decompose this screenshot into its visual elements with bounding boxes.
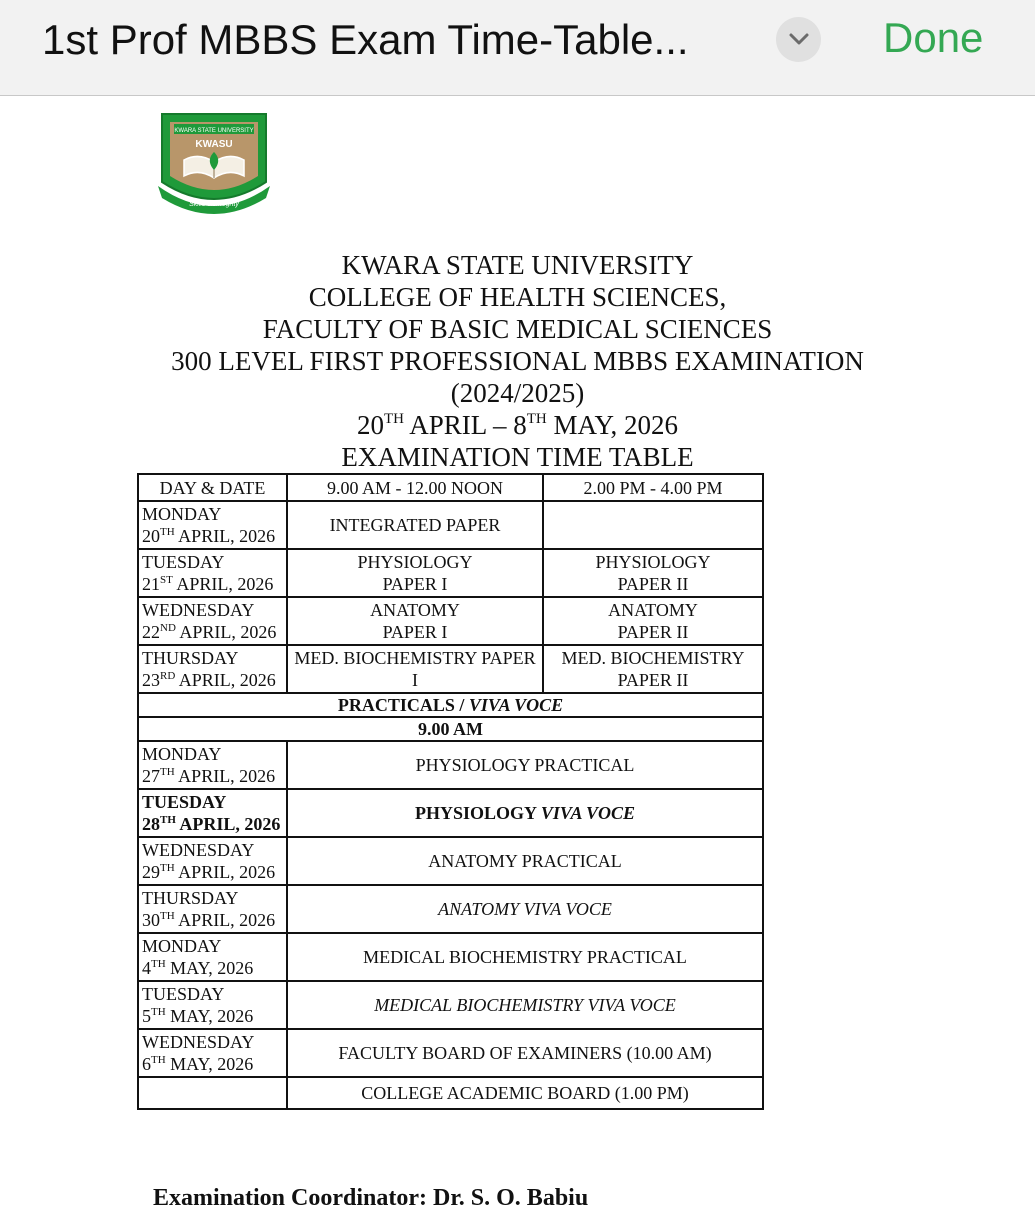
title-menu-button[interactable] — [776, 17, 821, 62]
day-date-cell — [138, 1077, 287, 1109]
svg-text:Skills & Integrity: Skills & Integrity — [189, 201, 239, 208]
table-row — [138, 645, 763, 693]
day-date-cell: WEDNESDAY 29TH APRIL, 2026 — [138, 837, 287, 885]
faculty-name: FACULTY OF BASIC MEDICAL SCIENCES — [262, 314, 773, 344]
day-date-cell: TUESDAY 21ST APRIL, 2026 — [138, 549, 287, 597]
morning-paper: ANATOMY PAPER I — [287, 597, 543, 645]
practicals-time-row — [138, 717, 763, 741]
top-bar — [0, 0, 1035, 96]
table-row — [138, 981, 763, 1029]
done-button[interactable]: Done — [883, 12, 983, 64]
day-date-cell: MONDAY 4TH MAY, 2026 — [138, 933, 287, 981]
university-name: KWARA STATE UNIVERSITY — [341, 250, 694, 280]
document-header — [140, 249, 895, 473]
table-row — [138, 885, 763, 933]
afternoon-paper: ANATOMY PAPER II — [543, 597, 763, 645]
chevron-down-icon — [788, 31, 810, 47]
table-row — [138, 549, 763, 597]
morning-paper: INTEGRATED PAPER — [287, 501, 543, 549]
exam-coordinator: Examination Coordinator: Dr. S. O. Babiu — [153, 1185, 589, 1211]
day-date-cell: TUESDAY 5TH MAY, 2026 — [138, 981, 287, 1029]
table-row — [138, 1029, 763, 1077]
event-cell: ANATOMY VIVA VOCE — [287, 885, 763, 933]
column-header: DAY & DATE — [138, 474, 287, 501]
practicals-heading: PRACTICALS / VIVA VOCE — [138, 693, 763, 717]
kwasu-logo — [152, 112, 276, 216]
column-header: 2.00 PM - 4.00 PM — [543, 474, 763, 501]
table-row — [138, 1077, 763, 1109]
exam-timetable — [137, 473, 764, 1110]
session: (2024/2025) — [450, 378, 585, 408]
date-range: 20TH APRIL – 8TH MAY, 2026 — [356, 410, 679, 440]
table-row — [138, 501, 763, 549]
day-date-cell: MONDAY 27TH APRIL, 2026 — [138, 741, 287, 789]
event-cell: ANATOMY PRACTICAL — [287, 837, 763, 885]
day-date-cell: THURSDAY 23RD APRIL, 2026 — [138, 645, 287, 693]
table-row — [138, 837, 763, 885]
morning-paper: PHYSIOLOGY PAPER I — [287, 549, 543, 597]
afternoon-paper: MED. BIOCHEMISTRY PAPER II — [543, 645, 763, 693]
afternoon-paper: PHYSIOLOGY PAPER II — [543, 549, 763, 597]
morning-paper: MED. BIOCHEMISTRY PAPER I — [287, 645, 543, 693]
day-date-cell: WEDNESDAY 6TH MAY, 2026 — [138, 1029, 287, 1077]
svg-text:KWARA STATE UNIVERSITY: KWARA STATE UNIVERSITY — [174, 128, 254, 134]
event-cell: COLLEGE ACADEMIC BOARD (1.00 PM) — [287, 1077, 763, 1109]
table-header-row — [138, 474, 763, 501]
day-date-cell: TUESDAY 28TH APRIL, 2026 — [138, 789, 287, 837]
event-cell: PHYSIOLOGY PRACTICAL — [287, 741, 763, 789]
practicals-heading-row — [138, 693, 763, 717]
practicals-time: 9.00 AM — [138, 717, 763, 741]
day-date-cell: THURSDAY 30TH APRIL, 2026 — [138, 885, 287, 933]
event-cell: FACULTY BOARD OF EXAMINERS (10.00 AM) — [287, 1029, 763, 1077]
event-cell: MEDICAL BIOCHEMISTRY PRACTICAL — [287, 933, 763, 981]
table-row — [138, 597, 763, 645]
table-row — [138, 789, 763, 837]
event-cell: MEDICAL BIOCHEMISTRY VIVA VOCE — [287, 981, 763, 1029]
table-row — [138, 741, 763, 789]
document-title: 1st Prof MBBS Exam Time-Table... — [42, 16, 689, 63]
afternoon-paper — [543, 501, 763, 549]
timetable-heading: EXAMINATION TIME TABLE — [341, 442, 694, 472]
column-header: 9.00 AM - 12.00 NOON — [287, 474, 543, 501]
exam-title: 300 LEVEL FIRST PROFESSIONAL MBBS EXAMINATION — [171, 346, 864, 376]
day-date-cell: MONDAY 20TH APRIL, 2026 — [138, 501, 287, 549]
svg-text:KWASU: KWASU — [195, 139, 233, 150]
day-date-cell: WEDNESDAY 22ND APRIL, 2026 — [138, 597, 287, 645]
event-cell: PHYSIOLOGY VIVA VOCE — [287, 789, 763, 837]
college-name: COLLEGE OF HEALTH SCIENCES, — [308, 282, 727, 312]
table-row — [138, 933, 763, 981]
